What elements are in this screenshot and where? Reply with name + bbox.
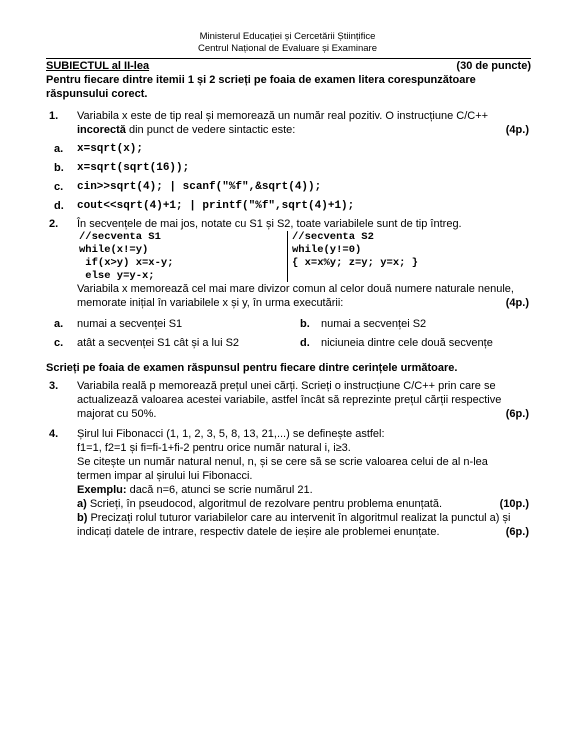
q4-line2: f1=1, f2=1 și fi=fi-1+fi-2 pentru orice număr natural i, i≥3. <box>77 442 351 454</box>
q1-text-line1: Variabila x este de tip real și memorează un număr real pozitiv. O instrucțiune C/C++ <box>77 110 489 122</box>
q4-number: 4. <box>49 428 59 440</box>
q2-option-a-letter: a. <box>54 318 64 330</box>
q4-part-b <box>77 512 532 524</box>
q4-line3: Se citește un număr natural nenul, n, și se cere să se scrie valoarea celui de al n-lea <box>77 456 488 468</box>
s2-line: while(y!=0) <box>292 244 362 256</box>
q1-option-a-letter: a. <box>54 143 64 155</box>
q1-option-a-code: x=sqrt(x); <box>77 143 144 155</box>
q1-number: 1. <box>49 110 59 122</box>
q2-text-line1: Variabila x memorează cel mai mare divizor comun al celor două numere naturale nenule, <box>77 283 514 295</box>
header-divider <box>46 58 531 59</box>
q2-option-b-text: numai a secvenței S2 <box>321 318 427 330</box>
q2-option-d-letter: d. <box>300 337 310 349</box>
q3-line2: actualizează valoarea acestei variabile, astfel încât să reprezinte prețul cărții respective <box>77 394 502 406</box>
q4-part-a <box>77 498 442 510</box>
q2-sequence-s2 <box>292 231 418 270</box>
part-b-label: b) <box>77 512 88 524</box>
q2-intro: În secvențele de mai jos, notate cu S1 și S2, toate variabilele sunt de tip întreg. <box>77 218 462 230</box>
q4-part-b-line2: indicați datele de intrare, respectiv datele de ieșire ale problemei enunțate. <box>77 526 440 538</box>
q1-option-b-letter: b. <box>54 162 64 174</box>
q1-points: (4p.) <box>505 124 529 136</box>
s1-line: if(x>y) x=x-y; <box>79 257 174 269</box>
example-label: Exemplu: <box>77 484 127 496</box>
s2-line: { x=x%y; z=y; y=x; } <box>292 257 419 269</box>
q2-number: 2. <box>49 218 59 230</box>
q2-text-line2: memorate inițial în variabilele x și y, în urma executării: <box>77 297 344 309</box>
q2-option-c-letter: c. <box>54 337 64 349</box>
q1-text-rest: din punct de vedere sintactic este: <box>125 124 296 136</box>
q3-line3: majorat cu 50%. <box>77 408 157 420</box>
s2-line: //secventa S2 <box>292 231 374 243</box>
subject-title: SUBIECTUL al II-lea <box>46 60 150 72</box>
part-a-label: a) <box>77 498 87 510</box>
ministry-header: Ministerul Educației și Cercetării Științifice <box>199 31 376 42</box>
q2-option-c-text: atât a secvenței S1 cât și a lui S2 <box>77 337 240 349</box>
q3-number: 3. <box>49 380 59 392</box>
q1-option-c-code: cin>>sqrt(4); | scanf("%f",&sqrt(4)); <box>77 181 322 193</box>
q1-option-d-code: cout<<sqrt(4)+1; | printf("%f",sqrt(4)+1); <box>77 200 355 212</box>
q4-line1: Șirul lui Fibonacci (1, 1, 2, 3, 5, 8, 13, 21,...) se definește astfel: <box>77 428 385 440</box>
subject-points: (30 de puncte) <box>456 60 531 72</box>
q2-option-a-text: numai a secvenței S1 <box>77 318 183 330</box>
s1-line: else y=y-x; <box>79 270 155 282</box>
q1-emphasis: incorectă <box>77 124 126 136</box>
s1-line: while(x!=y) <box>79 244 149 256</box>
q4-example <box>77 484 313 496</box>
q2-option-b-letter: b. <box>300 318 310 330</box>
part-a-text: Scrieți, în pseudocod, algoritmul de rezolvare pentru problema enunțată. <box>86 498 443 510</box>
q4-part-b-points: (6p.) <box>505 526 529 538</box>
q1-option-c-letter: c. <box>54 181 64 193</box>
q1-option-b-code: x=sqrt(sqrt(16)); <box>77 162 190 174</box>
part-b-text: Precizați rolul tuturor variabilelor care au intervenit în algoritmul realizat la punctul a) și <box>87 512 511 524</box>
q2-points: (4p.) <box>505 297 529 309</box>
q1-option-d-letter: d. <box>54 200 64 212</box>
s1-line: //secventa S1 <box>79 231 161 243</box>
q2-option-d-text: niciuneia dintre cele două secvențe <box>321 337 493 349</box>
instruction-1: Pentru fiecare dintre itemii 1 și 2 scrieți pe foaia de examen litera corespunzătoare răspunsului corect. <box>46 74 476 100</box>
instruction-2: Scrieți pe foaia de examen răspunsul pentru fiecare dintre cerințele următoare. <box>46 362 458 374</box>
q3-line1: Variabila reală p memorează prețul unei cărți. Scrieți o instrucțiune C/C++ prin care se <box>77 380 496 392</box>
q1-text-line2 <box>77 124 295 136</box>
example-text: dacă n=6, atunci se scrie numărul 21. <box>126 484 313 496</box>
q4-part-a-points: (10p.) <box>499 498 529 510</box>
sequence-divider <box>287 231 288 282</box>
center-header: Centrul Național de Evaluare și Examinare <box>197 43 377 54</box>
q3-points: (6p.) <box>505 408 529 420</box>
q2-sequence-s1 <box>79 231 174 283</box>
q4-line4: termen impar al șirului lui Fibonacci. <box>77 470 253 482</box>
